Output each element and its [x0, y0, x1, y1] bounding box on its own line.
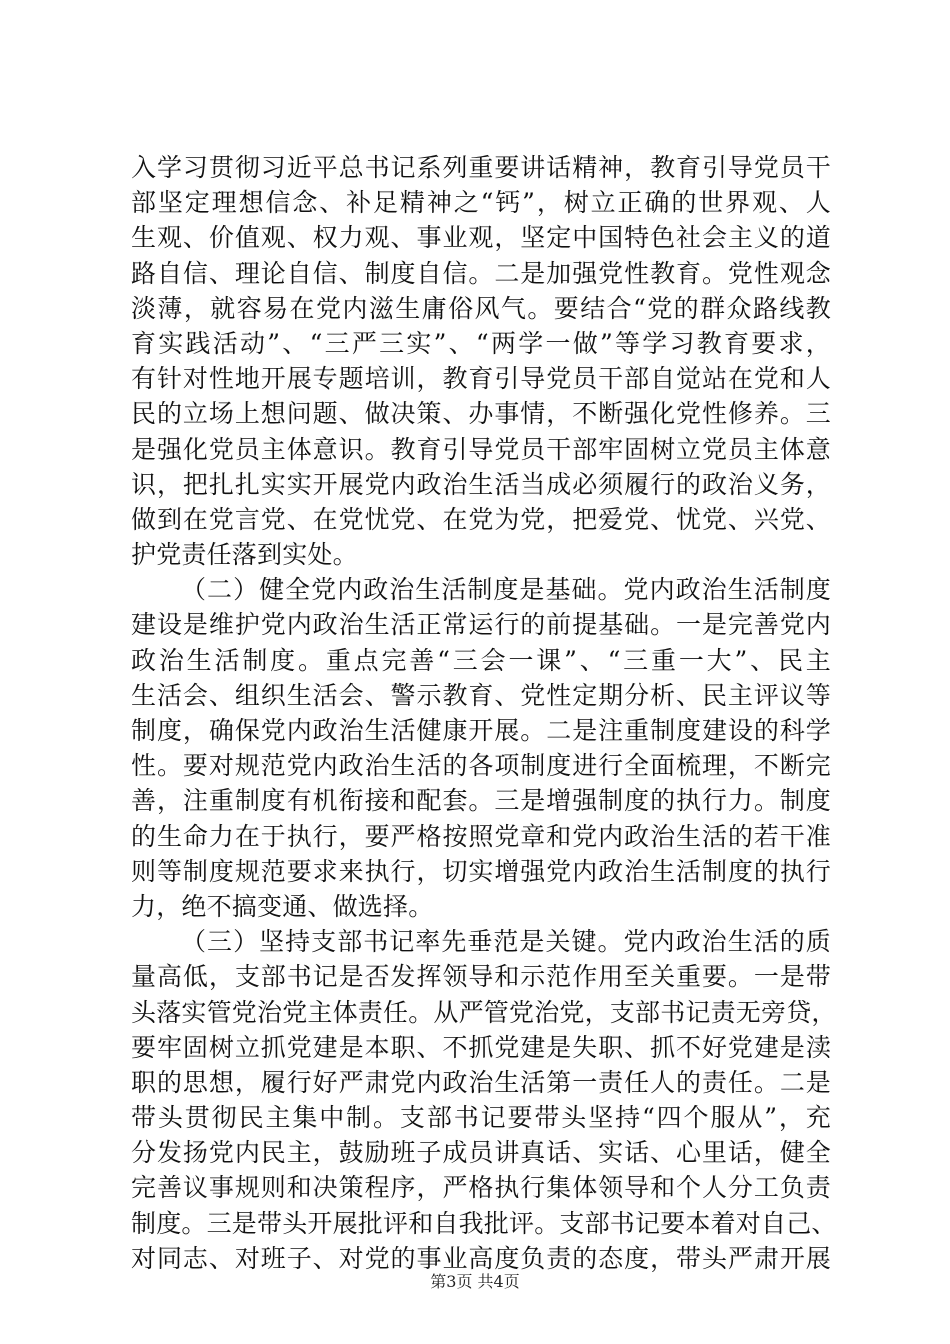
text-line: 路自信、理论自信、制度自信。二是加强党性教育。党性观念 — [131, 258, 831, 288]
text-line: 完善议事规则和决策程序，严格执行集体领导和个人分工负责 — [131, 1173, 831, 1203]
text-line: 的生命力在于执行，要严格按照党章和党内政治生活的若干准 — [131, 821, 831, 851]
text-line: 则等制度规范要求来执行，切实增强党内政治生活制度的执行 — [131, 856, 831, 886]
paragraph — [131, 150, 831, 572]
text-line: 做到在党言党、在党忧党、在党为党，把爱党、忧党、兴党、 — [131, 504, 831, 534]
text-line: 建设是维护党内政治生活正常运行的前提基础。一是完善党内 — [131, 610, 831, 640]
text-line: 政治生活制度。重点完善“三会一课”、“三重一大”、民主 — [131, 645, 831, 675]
text-line: 淡薄，就容易在党内滋生庸俗风气。要结合“党的群众路线教 — [131, 293, 831, 323]
text-line: 善，注重制度有机衔接和配套。三是增强制度的执行力。制度 — [131, 786, 831, 816]
text-line: 入学习贯彻习近平总书记系列重要讲话精神，教育引导党员干 — [131, 153, 831, 182]
text-line: 制度。三是带头开展批评和自我批评。支部书记要本着对自己、 — [131, 1208, 837, 1238]
text-line: 头落实管党治党主体责任。从严管党治党，支部书记责无旁贷， — [131, 997, 837, 1027]
text-line: 量高低，支部书记是否发挥领导和示范作用至关重要。一是带 — [131, 962, 831, 992]
text-line: 民的立场上想问题、做决策、办事情，不断强化党性修养。三 — [131, 399, 831, 429]
text-line: 生观、价值观、权力观、事业观，坚定中国特色社会主义的道 — [131, 223, 831, 253]
text-line: 性。要对规范党内政治生活的各项制度进行全面梳理，不断完 — [131, 751, 831, 781]
document-body — [131, 150, 837, 1276]
text-line: 有针对性地开展专题培训，教育引导党员干部自觉站在党和人 — [131, 364, 831, 394]
text-line: 生活会、组织生活会、警示教育、党性定期分析、民主评议等 — [131, 680, 831, 710]
text-line: （二）健全党内政治生活制度是基础。党内政治生活制度 — [181, 575, 831, 605]
text-line: 护党责任落到实处。 — [131, 540, 358, 570]
paragraph — [131, 924, 837, 1276]
text-line: 带头贯彻民主集中制。支部书记要带头坚持“四个服从”，充 — [131, 1103, 831, 1133]
text-line: 力，绝不搞变通、做选择。 — [131, 891, 434, 921]
text-line: 部坚定理想信念、补足精神之“钙”，树立正确的世界观、人 — [131, 188, 831, 218]
text-line: 育实践活动”、“三严三实”、“两学一做”等学习教育要求， — [131, 328, 831, 358]
text-line: 制度，确保党内政治生活健康开展。二是注重制度建设的科学 — [131, 716, 831, 745]
paragraph — [131, 572, 831, 924]
text-line: 识，把扎扎实实开展党内政治生活当成必须履行的政治义务， — [131, 469, 831, 499]
text-line: 对同志、对班子、对党的事业高度负责的态度，带头严肃开展 — [131, 1243, 831, 1273]
text-line: 要牢固树立抓党建是本职、不抓党建是失职、抓不好党建是渎 — [131, 1032, 831, 1062]
text-line: （三）坚持支部书记率先垂范是关键。党内政治生活的质 — [181, 927, 831, 957]
page-footer: 第3页 共4页 — [430, 1272, 520, 1291]
text-line: 是强化党员主体意识。教育引导党员干部牢固树立党员主体意 — [131, 434, 831, 464]
text-line: 分发扬党内民主，鼓励班子成员讲真话、实话、心里话，健全 — [131, 1138, 831, 1168]
text-line: 职的思想，履行好严肃党内政治生活第一责任人的责任。二是 — [131, 1067, 831, 1097]
